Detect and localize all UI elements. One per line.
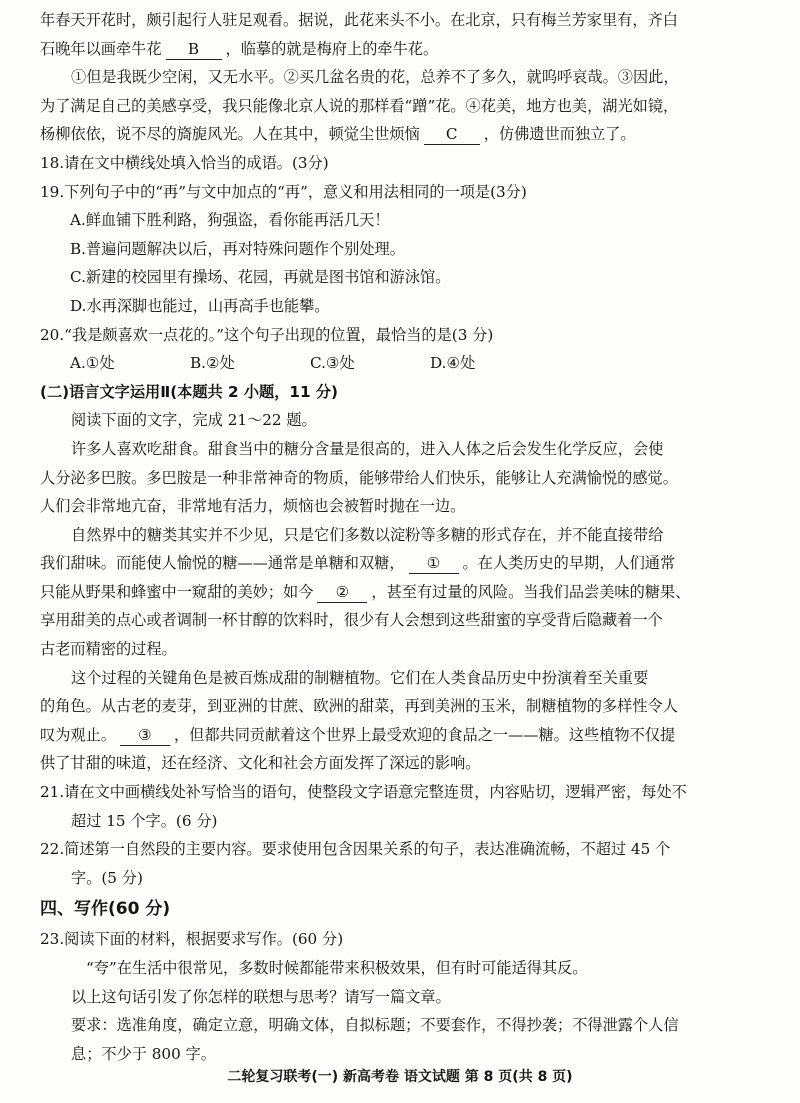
question-20-option-b: B.②处 [190,354,235,373]
passage1-line [40,120,780,149]
passage2-line [40,578,780,607]
blank-1: ① [409,553,459,574]
passage2-line: 这个过程的关键角色是被百炼成甜的制糖植物。它们在人类食品历史中扮演着至关重要 [71,668,649,687]
passage2-text: 我们甜味。而能使人愉悦的糖——通常是单糖和双糖， [40,554,405,573]
question-23-requirement: 息；不少于 800 字。 [71,1044,216,1063]
passage2-line: 古老而精密的过程。 [40,640,177,659]
passage2-line: 的角色。从古老的麦芽，到亚洲的甘蔗、欧洲的甜菜，再到美洲的玉米，制糖植物的多样性令人 [40,697,678,716]
section-2-intro: 阅读下面的文字，完成 21～22 题。 [71,411,317,430]
page-footer: 二轮复习联考(一) 新高考卷 语文试题 第 8 页(共 8 页) [227,1069,573,1085]
question-19-option-b: B.普遍问题解决以后，再对特殊问题作个别处理。 [70,239,405,258]
exam-page [40,6,780,1068]
question-23-stem: 23.阅读下面的材料，根据要求写作。(60 分) [40,930,344,949]
passage2-line: 许多人喜欢吃甜食。甜食当中的糖分含量是很高的，进入人体之后会发生化学反应，会使 [71,439,664,458]
question-20-option-c: C.③处 [310,354,355,373]
passage2-line [40,549,780,578]
passage2-text: 只能从野果和蜂蜜中一窥甜的美妙；如今 [40,582,314,601]
question-23-requirement: 要求：选准角度，确定立意，明确文体，自拟标题；不要套作，不得抄袭；不得泄露个人信 [71,1016,679,1035]
passage2-text: 。在人类历史的早期，人们通常 [462,554,676,573]
question-23-material: “夸”在生活中很常见，多数时候都能带来积极效果，但有时可能适得其反。 [86,959,588,977]
passage1-text: 石晚年以画牵牛花 [40,39,162,58]
passage1-line: 为了满足自己的美感享受，我只能像北京人说的那样看“蹭”花。④花美，地方也美，湖光如镜， [40,96,679,115]
passage1-line: 年春天开花时，颇引起行人驻足观看。据说，此花来头不小。在北京，只有梅兰芳家里有，齐白 [40,11,678,29]
passage2-line [40,721,780,750]
passage1-line: ①但是我既少空闲，又无水平。②买几盆名贵的花，总养不了多久，就呜呼哀哉。③因此， [71,68,679,87]
passage2-line: 享用甜美的点心或者调制一杯甘醇的饮料时，很少有人会想到这些甜蜜的享受背后隐藏着一个 [40,611,663,630]
question-18: 18.请在文中横线处填入恰当的成语。(3分) [40,153,329,172]
question-20-options [40,349,780,378]
question-20-option-a: A.①处 [70,354,115,373]
blank-2: ② [317,582,367,603]
passage1-line [40,35,780,64]
blank-b: B [166,39,222,60]
passage2-line: 供了甘甜的味道，还在经济、文化和社会方面发挥了深远的影响。 [40,754,481,773]
question-19-option-c: C.新建的校园里有操场、花园，再就是图书馆和游泳馆。 [70,268,451,287]
question-22-line: 22.简述第一自然段的主要内容。要求使用包含因果关系的句子，表达准确流畅，不超过 45 个 [40,840,671,859]
blank-c: C [424,124,480,145]
question-20-stem: 20.“我是颇喜欢一点花的。”这个句子出现的位置，最恰当的是(3 分) [40,325,494,344]
question-20-option-d: D.④处 [430,354,476,373]
passage2-text: ，甚至有过量的风险。当我们品尝美味的糖果、 [371,582,691,601]
passage1-text: 杨柳依依，说不尽的旖旎风光。人在其中，顿觉尘世烦恼 [40,125,420,144]
question-19-option-a: A.鲜血铺下胜利路，狗强盗，看你能再活几天！ [70,211,390,230]
section-2-title: (二)语言文字运用Ⅱ(本题共 2 小题，11 分) [40,382,338,401]
passage1-text: ，仿佛遗世而独立了。 [483,125,636,144]
passage1-text: ，临摹的就是梅府上的牵牛花。 [225,39,439,58]
question-21-line: 21.请在文中画横线处补写恰当的语句，使整段文字语意完整连贯，内容贴切，逻辑严密，每处不 [40,783,687,802]
question-19-option-d: D.水再深脚也能过，山再高手也能攀。 [70,296,330,315]
question-22-line: 字。(5 分) [71,868,143,887]
passage2-line: 自然界中的糖类其实并不少见，只是它们多数以淀粉等多糖的形式存在，并不能直接带给 [71,525,664,544]
passage2-text: 叹为观止。 [40,725,116,744]
section-4-title: 四、写作(60 分) [40,899,171,920]
question-19-stem: 19.下列句子中的“再”与文中加点的“再”，意义和用法相同的一项是(3分) [40,182,527,201]
passage2-line: 人们会非常地亢奋，非常地有活力，烦恼也会被暂时抛在一边。 [40,497,466,516]
passage2-text: ，但都共同贡献着这个世界上最受欢迎的食品之一——糖。这些植物不仅提 [173,725,676,744]
question-21-line: 超过 15 个字。(6 分) [71,811,218,830]
question-23-prompt: 以上这句话引发了你怎样的联想与思考？请写一篇文章。 [71,987,451,1006]
blank-3: ③ [120,725,170,746]
passage2-line: 人分泌多巴胺。多巴胺是一种非常神奇的物质，能够带给人们快乐，能够让人充满愉悦的感觉。 [40,468,678,487]
